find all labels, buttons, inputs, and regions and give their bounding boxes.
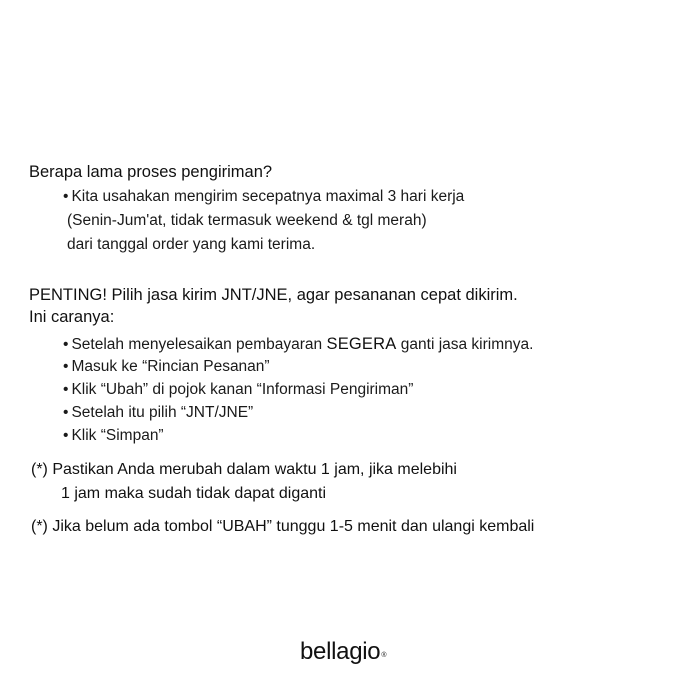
bellagio-logo [300, 638, 386, 666]
step-item: • Setelah itu pilih “JNT/JNE” [63, 402, 253, 424]
shipping-answer-line-1: • Kita usahakan mengirim secepatnya maximal 3 hari kerja [63, 186, 464, 208]
step-item [63, 333, 533, 356]
note-ubah-button: (*) Jika belum ada tombol “UBAH” tunggu 1-5 menit dan ulangi kembali [31, 518, 535, 535]
instructions-subheading: Ini caranya: [29, 308, 115, 326]
step-item: • Klik “Simpan” [63, 425, 164, 447]
step-item: • Klik “Ubah” di pojok kanan “Informasi Pengiriman” [63, 379, 413, 401]
step-text: Setelah menyelesaikan pembayaran [71, 336, 327, 353]
shipping-answer-line-3: dari tanggal order yang kami terima. [67, 236, 316, 253]
step-item: • Masuk ke “Rincian Pesanan” [63, 356, 270, 378]
registered-mark: ® [381, 652, 387, 659]
shipping-answer-line-2: (Senin-Jum'at, tidak termasuk weekend & tgl merah) [67, 212, 427, 229]
segera-emphasis: SEGERA [326, 335, 397, 353]
important-heading: PENTING! Pilih jasa kirim JNT/JNE, agar pesananan cepat dikirim. [29, 286, 518, 304]
note-time-limit-line-1: (*) Pastikan Anda merubah dalam waktu 1 jam, jika melebihi [31, 461, 457, 478]
brand-name: bellagio [300, 638, 381, 665]
note-time-limit-line-2: 1 jam maka sudah tidak dapat diganti [61, 485, 327, 502]
shipping-question: Berapa lama proses pengiriman? [29, 163, 273, 181]
step-text: ganti jasa kirimnya. [396, 336, 534, 353]
